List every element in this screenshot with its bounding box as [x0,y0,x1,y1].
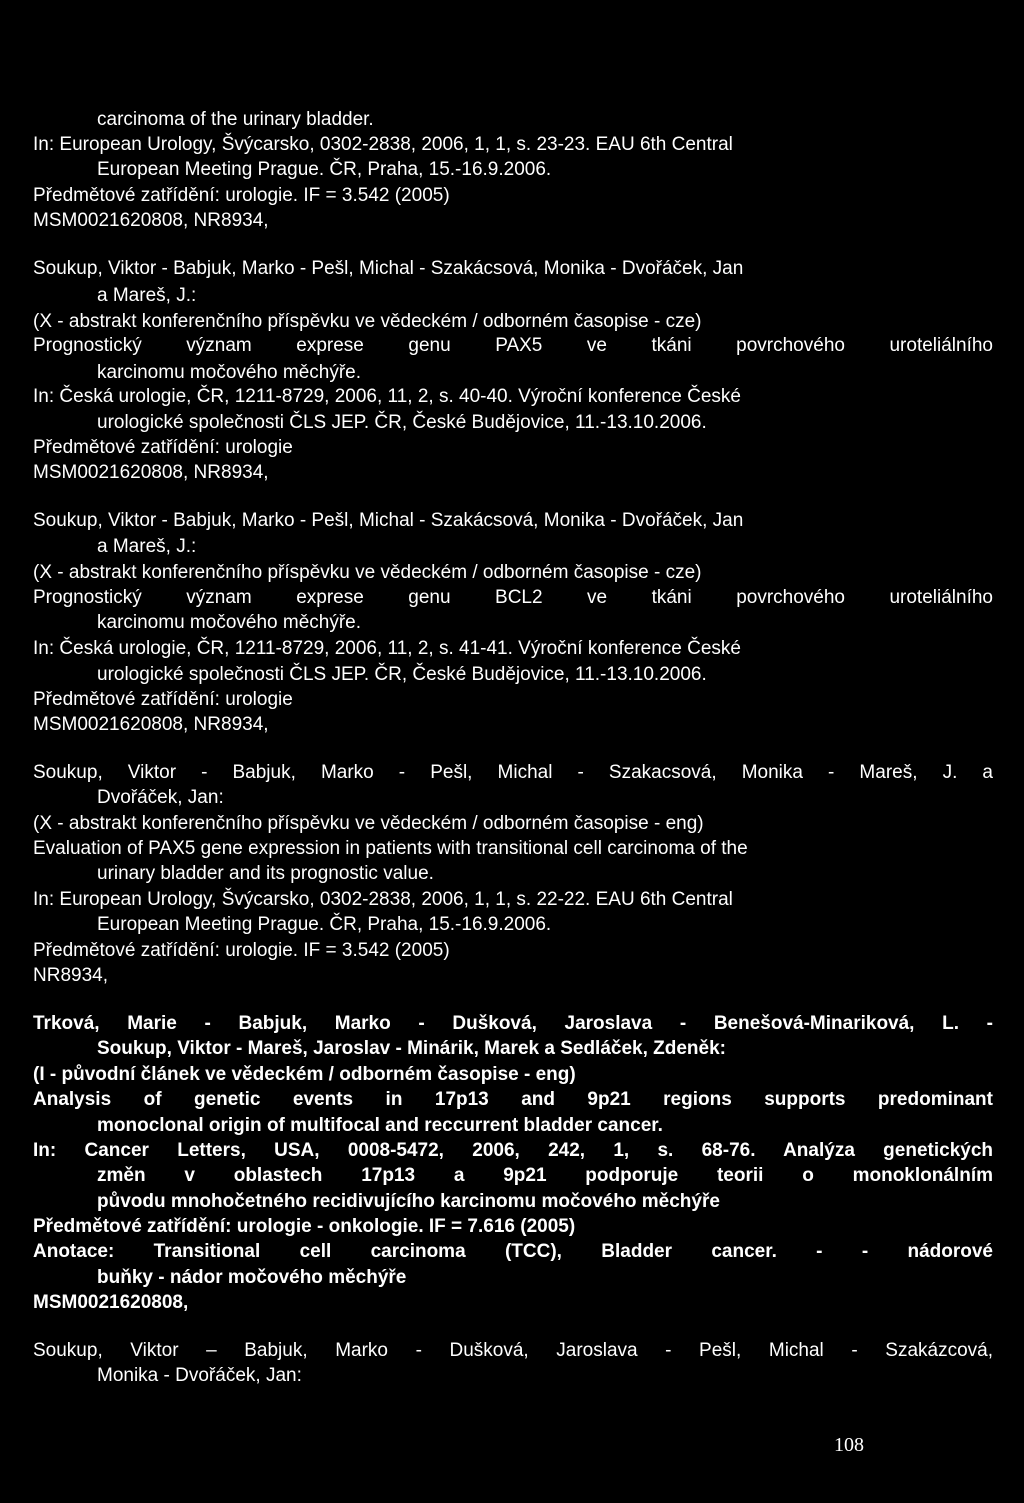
text-line: monoclonal origin of multifocal and reccurrent bladder cancer. [97,1115,663,1136]
text-line: European Meeting Prague. ČR, Praha, 15.-16.9.2006. [97,914,552,935]
text-line: Evaluation of PAX5 gene expression in patients with transitional cell carcinoma of the [33,838,748,859]
text-line: In: European Urology, Švýcarsko, 0302-2838, 2006, 1, 1, s. 23-23. EAU 6th Central [33,134,733,155]
text-line: MSM0021620808, NR8934, [33,210,269,231]
text-line: Soukup, Viktor - Babjuk, Marko - Pešl, Michal - Szakácsová, Monika - Dvořáček, Jan [33,258,744,279]
page-number: 108 [834,1434,864,1456]
text-line: změn v oblastech 17p13 a 9p21 podporuje teorii o monoklonálním [97,1165,993,1186]
text-line: urologické společnosti ČLS JEP. ČR, České Budějovice, 11.-13.10.2006. [97,412,707,433]
text-line: NR8934, [33,965,108,986]
text-line: a Mareš, J.: [97,536,197,557]
text-line: původu mnohočetného recidivujícího karcinomu močového měchýře [97,1191,720,1212]
text-line: Soukup, Viktor - Mareš, Jaroslav - Minárik, Marek a Sedláček, Zdeněk: [97,1038,727,1059]
text-line: Prognostický význam exprese genu PAX5 ve tkáni povrchového uroteliálního [33,335,993,356]
text-line: In: European Urology, Švýcarsko, 0302-2838, 2006, 1, 1, s. 22-22. EAU 6th Central [33,889,733,910]
text-line: Předmětové zatřídění: urologie. IF = 3.542 (2005) [33,940,450,961]
text-line: Dvořáček, Jan: [97,787,224,808]
text-line: Soukup, Viktor – Babjuk, Marko - Dušková, Jaroslava - Pešl, Michal - Szakázcová, [33,1340,993,1361]
text-line: Předmětové zatřídění: urologie. IF = 3.542 (2005) [33,185,450,206]
text-line: urinary bladder and its prognostic value. [97,863,434,884]
text-line: MSM0021620808, NR8934, [33,714,269,735]
text-line: Monika - Dvořáček, Jan: [97,1365,302,1386]
text-line: Předmětové zatřídění: urologie [33,689,293,710]
text-line: MSM0021620808, [33,1292,189,1313]
text-line: Prognostický význam exprese genu BCL2 ve tkáni povrchového uroteliálního [33,587,993,608]
text-line: Anotace: Transitional cell carcinoma (TCC), Bladder cancer. - - nádorové [33,1241,993,1262]
text-line: Soukup, Viktor - Babjuk, Marko - Pešl, Michal - Szakacsová, Monika - Mareš, J. a [33,762,993,783]
text-line: In: Česká urologie, ČR, 1211-8729, 2006, 11, 2, s. 41-41. Výroční konference České [33,638,741,659]
text-line: buňky - nádor močového měchýře [97,1267,407,1288]
text-line: Soukup, Viktor - Babjuk, Marko - Pešl, Michal - Szakácsová, Monika - Dvořáček, Jan [33,510,744,531]
text-line: karcinomu močového měchýře. [97,362,361,383]
text-line: carcinoma of the urinary bladder. [97,109,374,130]
text-line: (X - abstrakt konferenčního příspěvku ve vědeckém / odborném časopise - cze) [33,562,702,583]
text-line: MSM0021620808, NR8934, [33,462,269,483]
text-line: urologické společnosti ČLS JEP. ČR, České Budějovice, 11.-13.10.2006. [97,664,707,685]
text-line: Předmětové zatřídění: urologie [33,437,293,458]
text-line: Předmětové zatřídění: urologie - onkologie. IF = 7.616 (2005) [33,1216,576,1237]
text-line: Trková, Marie - Babjuk, Marko - Dušková, Jaroslava - Benešová-Minariková, L. - [33,1013,993,1034]
text-line: a Mareš, J.: [97,285,197,306]
text-line: In: Česká urologie, ČR, 1211-8729, 2006, 11, 2, s. 40-40. Výroční konference České [33,386,741,407]
text-line: (X - abstrakt konferenčního příspěvku ve vědeckém / odborném časopise - eng) [33,813,704,834]
text-line: Analysis of genetic events in 17p13 and 9p21 regions supports predominant [33,1089,993,1110]
text-line: (I - původní článek ve vědeckém / odborném časopise - eng) [33,1064,576,1085]
text-line: In: Cancer Letters, USA, 0008-5472, 2006, 242, 1, s. 68-76. Analýza genetických [33,1140,993,1161]
text-line: European Meeting Prague. ČR, Praha, 15.-16.9.2006. [97,159,552,180]
text-line: (X - abstrakt konferenčního příspěvku ve vědeckém / odborném časopise - cze) [33,311,702,332]
text-line: karcinomu močového měchýře. [97,612,361,633]
